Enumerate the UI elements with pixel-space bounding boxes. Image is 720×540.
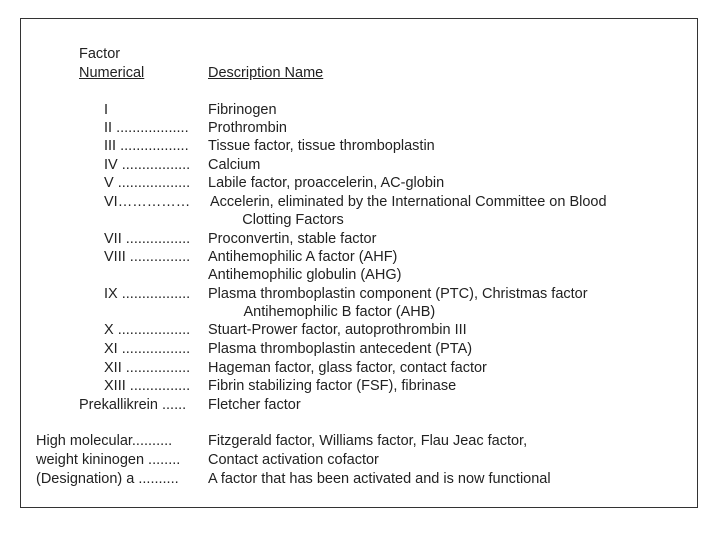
row-desc: Plasma thromboplastin antecedent (PTA) — [208, 341, 473, 357]
row-desc: Fibrin stabilizing factor (FSF), fibrinase — [208, 378, 457, 394]
row-num: XII ................ — [104, 360, 191, 376]
row-desc: Antihemophilic A factor (AHF) — [208, 249, 398, 265]
footer-desc: Fitzgerald factor, Williams factor, Flau Jeac factor, — [208, 433, 528, 449]
row-desc: Prothrombin — [208, 120, 287, 136]
footer-desc: Contact activation cofactor — [208, 452, 379, 468]
row-desc: Labile factor, proaccelerin, AC-globin — [208, 175, 445, 191]
row-desc: Stuart-Prower factor, autoprothrombin III — [208, 322, 467, 338]
factor-label: Factor — [79, 46, 121, 62]
footer-num: weight kininogen ........ — [36, 452, 181, 468]
document-frame — [20, 18, 698, 508]
row-num: II .................. — [104, 120, 189, 136]
row-desc: Proconvertin, stable factor — [208, 231, 377, 247]
prekallikrein-num: Prekallikrein ...... — [79, 397, 187, 413]
row-num: III ................. — [104, 138, 189, 154]
footer-num: High molecular.......... — [36, 433, 173, 449]
row-num: IX ................. — [104, 286, 191, 302]
row-num: VII ................ — [104, 231, 191, 247]
description-label: Description Name — [208, 65, 324, 81]
row-desc: Tissue factor, tissue thromboplastin — [208, 138, 435, 154]
footer-num: (Designation) a .......... — [36, 471, 179, 487]
row-num: VIII ............... — [104, 249, 191, 265]
footer-desc: A factor that has been activated and is now functional — [208, 471, 551, 487]
row-desc: Calcium — [208, 157, 261, 173]
row-num: X .................. — [104, 322, 191, 338]
row-num: VI…………… — [104, 194, 191, 210]
row-desc: Fibrinogen — [208, 102, 277, 118]
row-desc: Plasma thromboplastin component (PTC), Christmas factor — [208, 286, 588, 302]
row-num: XI ................. — [104, 341, 191, 357]
numerical-label: Numerical — [79, 65, 145, 81]
row-desc-continuation: Clotting Factors — [210, 212, 344, 228]
row-desc-continuation: Antihemophilic B factor (AHB) — [208, 304, 436, 320]
row-desc-continuation: Antihemophilic globulin (AHG) — [208, 267, 402, 283]
row-num: I — [104, 102, 109, 118]
row-num: IV ................. — [104, 157, 191, 173]
row-desc: Hageman factor, glass factor, contact factor — [208, 360, 487, 376]
row-desc: Accelerin, eliminated by the International Committee on Blood — [210, 194, 607, 210]
row-num: XIII ............... — [104, 378, 191, 394]
prekallikrein-desc: Fletcher factor — [208, 397, 301, 413]
row-num: V .................. — [104, 175, 191, 191]
